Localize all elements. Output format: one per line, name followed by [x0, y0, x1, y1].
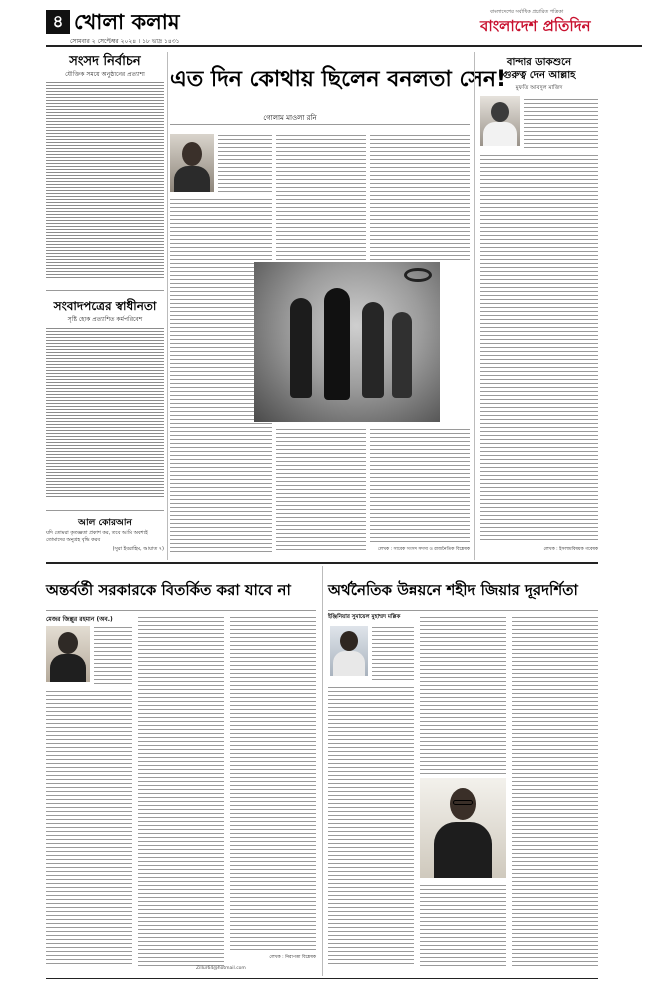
section-divider — [46, 562, 598, 564]
masthead-rule — [46, 45, 642, 47]
editorial-1-title: সংসদ নির্বাচন — [69, 54, 141, 69]
side-title-2: গুরুত্ব দেন আল্লাহ — [502, 70, 576, 81]
bottom-left-photo-head — [58, 632, 78, 654]
silhouette-1 — [290, 298, 312, 398]
quran-title: আল কোরআন — [78, 518, 132, 528]
main-body-col-3b — [370, 426, 470, 542]
handcuffs — [404, 268, 432, 282]
column-divider-bottom — [322, 566, 323, 976]
page-number-box: ৪ — [46, 10, 70, 34]
column-divider-left — [167, 52, 168, 560]
paper-logo: বাংলাদেশ প্রতিদিন — [480, 17, 591, 35]
author-photo — [170, 134, 214, 192]
main-byline: গোলাম মাওলা রনি — [263, 114, 317, 122]
editorial-2-body — [46, 326, 164, 498]
bottom-left-body-1b — [46, 688, 132, 966]
bottom-left-body-1a — [94, 624, 132, 684]
main-illustration — [254, 262, 440, 422]
bottom-left-headline: অন্তর্বর্তী সরকারকে বিতর্কিত করা যাবে না — [46, 581, 291, 599]
quran-reference: (সুরা ইবরাহিম, আয়াত ৭) — [112, 546, 164, 552]
quran-box — [46, 506, 164, 560]
bottom-right-body-1a — [372, 624, 414, 680]
bottom-left-caption: লেখক : নিরাপত্তা বিশ্লেষক — [269, 955, 316, 960]
side-body-a — [524, 96, 598, 148]
bottom-left-photo-body — [50, 654, 86, 682]
page-bottom-rule — [46, 978, 598, 979]
side-photo-head — [491, 102, 509, 122]
bottom-right-author-head — [340, 631, 358, 651]
editorial-1-subtitle: যৌক্তিক সময়ে অনুষ্ঠানের প্রত্যাশা — [65, 71, 145, 78]
bottom-right-body-2b — [420, 882, 506, 966]
side-caption: লেখক : ইসলামবিষয়ক গবেষক — [543, 547, 598, 552]
paper-tagline: বাংলাদেশের সর্বাধিক প্রচারিত পত্রিকা — [490, 9, 564, 15]
page-header — [10, 8, 642, 52]
bottom-right-body-3 — [512, 614, 598, 966]
silhouette-2 — [324, 288, 350, 400]
main-body-col-3a — [370, 132, 470, 262]
bottom-right-headline-rule — [328, 610, 598, 611]
bottom-right-body-2a — [420, 614, 506, 774]
side-column — [480, 52, 598, 560]
bottom-left-byline: মেজর জিল্লুর রহমান (অব.) — [46, 616, 113, 623]
bottom-left-footer: Zillur64@hotmail.com — [196, 966, 246, 971]
main-caption: লেখক : সাবেক সংসদ সদস্য ও রাজনৈতিক বিশ্লেষক — [377, 547, 470, 552]
bottom-right-body-1b — [328, 684, 414, 966]
side-body-b — [480, 152, 598, 540]
main-body-col-2a — [276, 132, 366, 262]
silhouette-4 — [392, 312, 412, 398]
main-byline-rule — [170, 124, 470, 125]
date-line: সোমবার ২ সেপ্টেম্বর ২০২৪ । ১৮ ভাদ্র ১৪৩১ — [70, 38, 180, 45]
bottom-right-author-photo — [330, 626, 368, 676]
editorial-1-body — [46, 80, 164, 280]
side-title: বান্দার ডাকশুনে — [506, 57, 572, 68]
bottom-right-story — [328, 566, 598, 976]
side-photo — [480, 96, 520, 146]
bottom-right-headline: অর্থনৈতিক উন্নয়নে শহীদ জিয়ার দূরদর্শিতা — [328, 581, 578, 599]
silhouette-3 — [362, 302, 384, 398]
quran-text: যদি তোমরা কৃতজ্ঞতা প্রকাশ কর, তবে আমি অবশ্যই তোমাদের অনুগ্রহ বৃদ্ধি করব — [46, 530, 148, 543]
bottom-left-headline-rule — [46, 610, 316, 611]
side-byline: মুফতি আবদুল মাজিদ — [515, 85, 563, 91]
author-body — [174, 166, 210, 192]
zia-portrait-body — [434, 822, 492, 878]
zia-portrait — [420, 778, 506, 878]
author-head — [182, 142, 202, 166]
bottom-right-author-body — [333, 651, 365, 676]
bottom-left-photo — [46, 626, 90, 682]
side-photo-body — [483, 122, 517, 146]
main-headline: এত দিন কোথায় ছিলেন বনলতা সেন! — [170, 67, 507, 92]
main-body-col-2b — [276, 426, 366, 552]
editorial-2-title: সংবাদপত্রের স্বাধীনতা — [53, 299, 157, 313]
main-story — [170, 52, 507, 560]
editorial-2-subtitle: সৃষ্টি হোক প্রত্যাশিত কর্মপরিবেশ — [67, 316, 143, 323]
zia-portrait-glasses — [453, 800, 473, 805]
editorial-column — [46, 50, 164, 506]
main-body-col-1a — [218, 132, 272, 192]
bottom-right-byline: ইঞ্জিনিয়ার সুমায়েল মুহাম্মদ মল্লিক — [328, 614, 401, 620]
section-title: খোলা কলাম — [74, 10, 180, 34]
quran-rule — [46, 510, 164, 511]
bottom-left-body-3 — [230, 614, 316, 950]
bottom-left-story — [46, 566, 316, 976]
column-divider-right — [474, 52, 475, 560]
bottom-left-body-2 — [138, 614, 224, 966]
editorial-divider — [46, 290, 164, 291]
